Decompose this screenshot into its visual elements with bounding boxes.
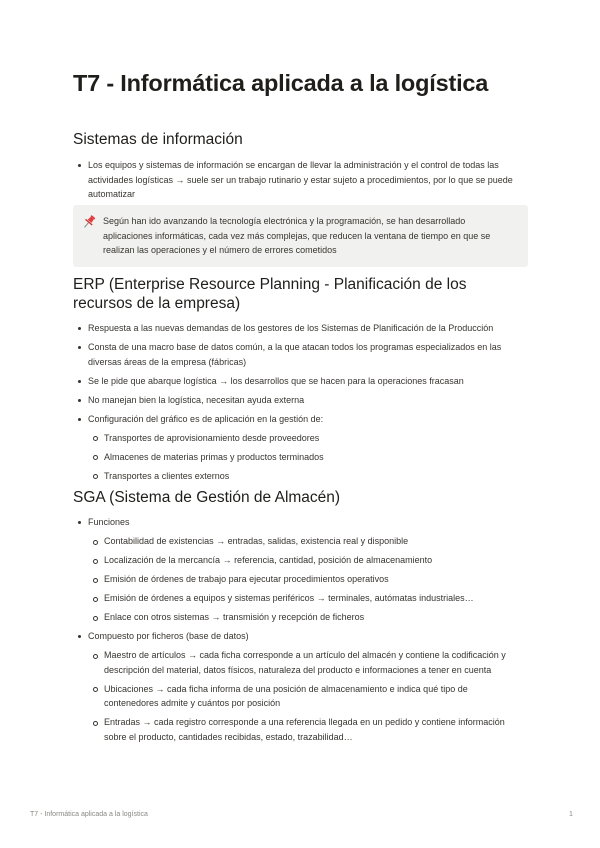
- nested-list: [88, 648, 523, 744]
- list-item: Los equipos y sistemas de información se encargan de llevar la administración y el control de todas las actividades logísticas → suele ser un trabajo rutinario y estar sujeto a procedimientos, por lo que se puede automatizar: [73, 158, 523, 202]
- section-heading: SGA (Sistema de Gestión de Almacén): [73, 489, 341, 506]
- nested-list-item: Entradas → cada registro corresponde a una referencia llegada en un pedido y contiene información sobre el producto, cantidades recibidas, estado, trazabilidad…: [88, 715, 523, 744]
- nested-list-item: Emisión de órdenes a equipos y sistemas periféricos → terminales, autómatas industriales…: [88, 591, 523, 606]
- page-title: T7 - Informática aplicada a la logística: [73, 70, 489, 96]
- nested-list-item: Transportes a clientes externos: [88, 469, 523, 484]
- section-heading: ERP (Enterprise Resource Planning - Planificación de los recursos de la empresa): [73, 276, 467, 312]
- list-item-text: Funciones: [88, 517, 130, 527]
- page-footer: T7 - Informática aplicada a la logística: [30, 811, 148, 818]
- section-sga: [73, 488, 523, 749]
- list-item: [73, 629, 523, 744]
- nested-list-item: Ubicaciones → cada ficha informa de una posición de almacenamiento e indica qué tipo de contenedores admite y cuántos por posición: [88, 682, 523, 711]
- callout-box: [73, 205, 528, 267]
- section-sistemas-informacion: [73, 130, 523, 206]
- nested-list-item: Almacenes de materias primas y productos terminados: [88, 450, 523, 465]
- nested-list-item: Maestro de artículos → cada ficha corresponde a un artículo del almacén y contiene la codificación y descripción del material, datos físicos, naturaleza del producto e informaciones a tener en cuenta: [88, 648, 523, 677]
- section-erp: [73, 275, 528, 488]
- page-number: 1: [569, 811, 573, 818]
- list-item: [73, 412, 523, 484]
- nested-list: [88, 534, 523, 625]
- list-item-text: Compuesto por ficheros (base de datos): [88, 631, 249, 641]
- bullet-list: [73, 515, 523, 744]
- list-item: No manejan bien la logística, necesitan ayuda externa: [73, 393, 523, 408]
- list-item: Se le pide que abarque logística → los desarrollos que se hacen para la operaciones fracasan: [73, 374, 523, 389]
- callout-text: Según han ido avanzando la tecnología electrónica y la programación, se han desarrollado aplicaciones informáticas, cada vez más complejas, que reducen la ventana de tiempo en que se realizan las operaciones y el número de errores cometidos: [103, 216, 491, 255]
- list-item: Respuesta a las nuevas demandas de los gestores de los Sistemas de Planificación de la Producción: [73, 321, 523, 336]
- nested-list-item: Transportes de aprovisionamiento desde proveedores: [88, 431, 523, 446]
- bullet-list: [73, 321, 523, 483]
- list-item-text: Configuración del gráfico es de aplicación en la gestión de:: [88, 413, 324, 424]
- list-item: [73, 515, 523, 625]
- nested-list-item: Localización de la mercancía → referencia, cantidad, posición de almacenamiento: [88, 553, 523, 568]
- nested-list: [88, 431, 523, 484]
- nested-list-item: Contabilidad de existencias → entradas, salidas, existencia real y disponible: [88, 534, 523, 549]
- nested-list-item: Enlace con otros sistemas → transmisión y recepción de ficheros: [88, 610, 523, 625]
- pushpin-icon: [82, 214, 96, 230]
- section-heading: Sistemas de información: [73, 131, 243, 148]
- bullet-list: [73, 158, 523, 202]
- list-item: Consta de una macro base de datos común, a la que atacan todos los programas especializados en las diversas áreas de la empresa (fábricas): [73, 340, 523, 369]
- nested-list-item: Emisión de órdenes de trabajo para ejecutar procedimientos operativos: [88, 572, 523, 587]
